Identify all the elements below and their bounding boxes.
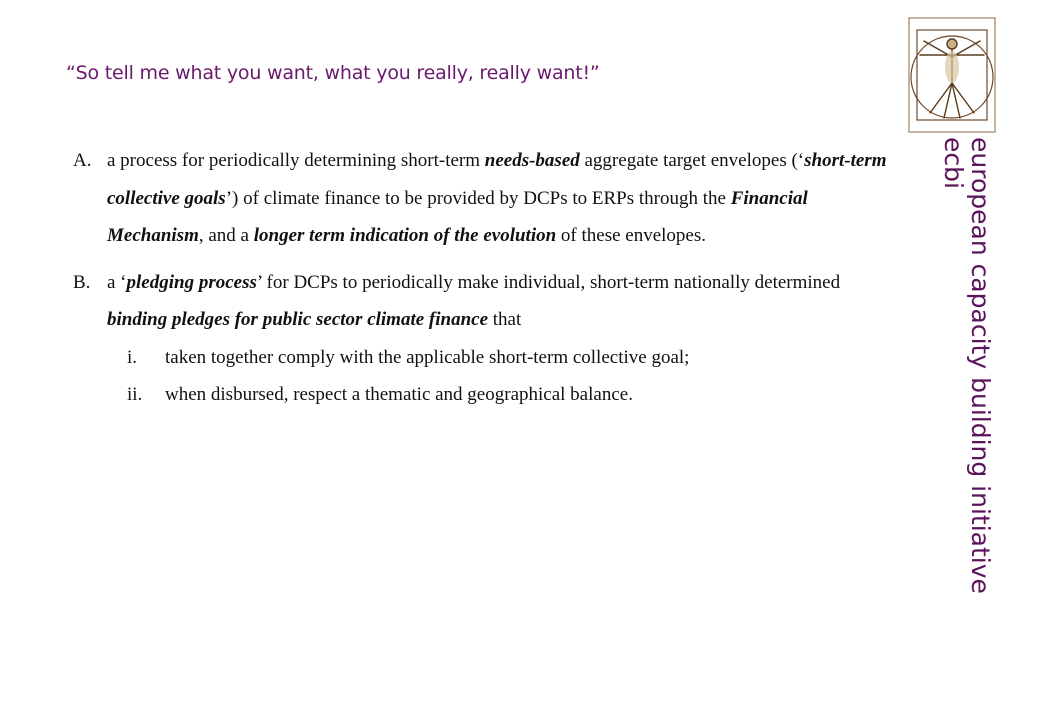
item-a-text-4: , and a	[198, 225, 254, 246]
brand-name: european capacity building initiative	[966, 137, 995, 594]
brand-vertical-text	[940, 137, 994, 594]
item-b-emphasis-pledging-process: pledging process	[126, 271, 257, 293]
item-a-text-1: a process for periodically determining short-term	[107, 150, 485, 171]
item-a-emphasis-collective-goals: short-term collective goals	[107, 150, 887, 209]
item-b-text-1: a ‘	[107, 271, 127, 293]
sub-item-i-text: taken together comply with the applicable short-term collective goal;	[165, 346, 690, 368]
list-marker-b: B.	[73, 271, 91, 293]
item-a-text-5: of these envelopes.	[556, 225, 707, 246]
slide-body	[73, 142, 893, 413]
slide-title: “So tell me what you want, what you really, really want!”	[66, 62, 600, 84]
sub-item-i	[73, 339, 893, 376]
item-a-text-3: ’) of climate finance to be provided by DCPs to ERPs through the	[225, 187, 731, 209]
sub-item-ii	[73, 376, 893, 413]
sub-marker-i: i.	[127, 346, 138, 368]
item-a-emphasis-financial-mechanism: Financial Mechanism	[107, 187, 808, 246]
item-b-text-2: ’ for DCPs to periodically make individual, short-term nationally determined	[256, 271, 841, 293]
item-a-text-2: aggregate target envelopes (‘	[579, 150, 805, 171]
brand-acronym: ecbi	[939, 137, 968, 189]
item-b-text-3: that	[488, 309, 522, 330]
sub-item-ii-text: when disbursed, respect a thematic and geographical balance.	[165, 383, 633, 405]
item-a-emphasis-needs-based: needs-based	[484, 150, 580, 171]
sub-marker-ii: ii.	[127, 383, 143, 405]
list-marker-a: A.	[73, 150, 92, 171]
item-a-emphasis-longer-term: longer term indication of the evolution	[253, 225, 557, 246]
list-item-a	[73, 142, 893, 255]
vitruvian-man-logo	[908, 17, 996, 133]
list-item-b	[73, 264, 893, 339]
item-b-emphasis-binding-pledges: binding pledges for public sector climate finance	[107, 309, 489, 330]
